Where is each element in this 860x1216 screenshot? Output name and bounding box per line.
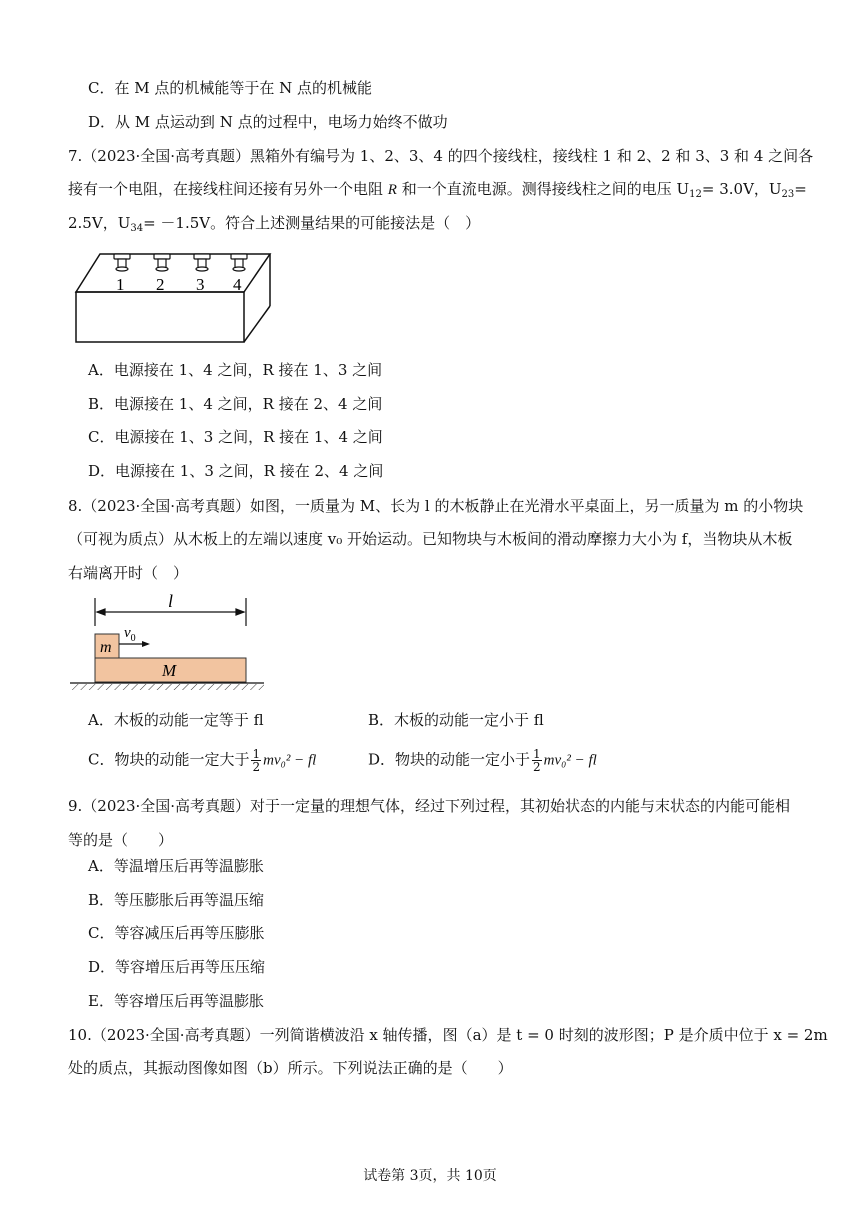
- q7-option-c: C．电源接在 1、3 之间，R 接在 1、4 之间: [88, 428, 383, 446]
- block-board-figure: [68, 592, 268, 690]
- q8-stem-line1: 8.（2023·全国·高考真题）如图，一质量为 M、长为 l 的木板静止在光滑水平桌面上，另一质量为 m 的小物块: [68, 497, 804, 515]
- q7-option-b: B．电源接在 1、4 之间，R 接在 2、4 之间: [88, 395, 383, 413]
- black-box-figure: [72, 250, 282, 346]
- page-footer: 试卷第 3页，共 10页: [363, 1168, 497, 1184]
- terminal-label-1: 1: [116, 275, 125, 294]
- q9-stem-line1: 9.（2023·全国·高考真题）对于一定量的理想气体，经过下列过程，其初始状态的内能与末状态的内能可能相: [68, 797, 791, 815]
- q7-stem-line3: 2.5V，$U_{34}= -1.5V$。符合上述测量结果的可能接法是（ ）: [68, 214, 481, 234]
- q7-stem-line2: 接有一个电阻，在接线柱间还接有另外一个电阻 R 和一个直流电源。测得接线柱之间的电压 $U_{12}= 3.0V$，$U_{23}=$: [68, 180, 807, 200]
- q7-option-a: A．电源接在 1、4 之间，R 接在 1、3 之间: [88, 361, 383, 379]
- q6-option-d: D．从 M 点运动到 N 点的过程中，电场力始终不做功: [88, 113, 448, 131]
- q8-option-a: A．木板的动能一定等于 fl: [88, 711, 264, 729]
- velocity-label: $v_0$: [124, 625, 136, 644]
- q7-stem-line1: 7.（2023·全国·高考真题）黑箱外有编号为 1、2、3、4 的四个接线柱，接线柱 1 和 2、2 和 3、3 和 4 之间各: [68, 147, 814, 165]
- q6-option-c: C．在 M 点的机械能等于在 N 点的机械能: [88, 79, 373, 97]
- q8-option-d: D．物块的动能一定小于 $\frac{1}{2}$ mv₀² − fl: [368, 747, 597, 774]
- q7-option-d: D．电源接在 1、3 之间，R 接在 2、4 之间: [88, 462, 384, 480]
- q8-stem-line2: （可视为质点）从木板上的左端以速度 v₀ 开始运动。已知物块与木板间的滑动摩擦力大小为 f，当物块从木板: [68, 530, 793, 548]
- q10-stem-line1: 10.（2023·全国·高考真题）一列简谐横波沿 x 轴传播，图（a）是 t = 0 时刻的波形图；P 是介质中位于 x = 2m: [68, 1026, 828, 1044]
- board-label: M: [162, 661, 177, 680]
- block-label: m: [100, 639, 112, 656]
- length-label: l: [168, 592, 174, 611]
- ground-hatch: [70, 684, 264, 690]
- q9-stem-line2: 等的是（ ）: [68, 831, 174, 849]
- q9-option-d: D．等容增压后再等压压缩: [88, 958, 266, 976]
- terminal-label-2: 2: [156, 275, 165, 294]
- q9-option-b: B．等压膨胀后再等温压缩: [88, 891, 265, 909]
- q10-stem-line2: 处的质点，其振动图像如图（b）所示。下列说法正确的是（ ）: [68, 1059, 513, 1077]
- q9-option-e: E．等容增压后再等温膨胀: [88, 992, 264, 1010]
- q9-option-a: A．等温增压后再等温膨胀: [88, 857, 264, 875]
- q9-option-c: C．等容减压后再等压膨胀: [88, 924, 265, 942]
- q8-option-c: C．物块的动能一定大于 $\frac{1}{2}$ mv₀² − fl: [88, 747, 317, 774]
- q8-stem-line3: 右端离开时（ ）: [68, 564, 189, 582]
- terminal-posts: [114, 254, 247, 271]
- q8-option-b: B．木板的动能一定小于 fl: [368, 711, 544, 729]
- terminal-label-4: 4: [233, 275, 242, 294]
- terminal-label-3: 3: [196, 275, 205, 294]
